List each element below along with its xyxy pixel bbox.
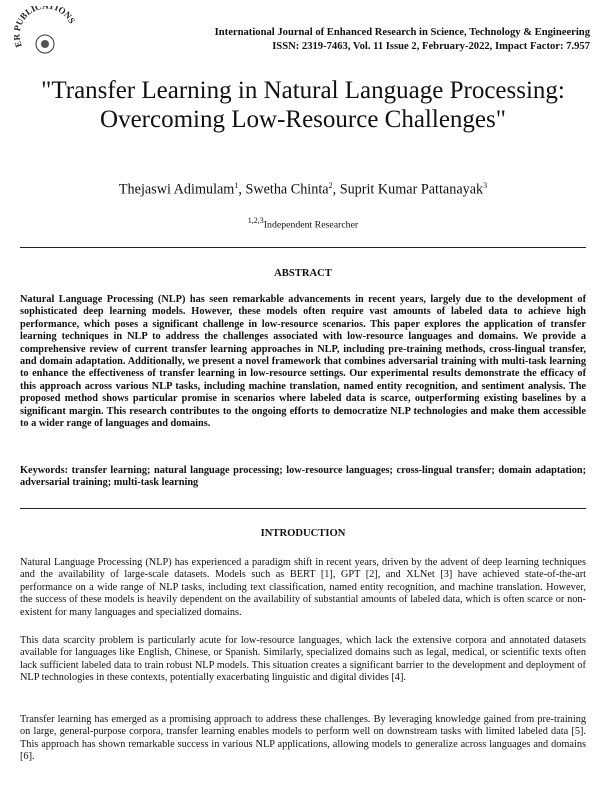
intro-paragraph: Natural Language Processing (NLP) has experienced a paradigm shift in recent years, driven by the advent of deep learning techniques and the availability of large-scale datasets. Models such as BERT [1], GPT [2], and XLNet [3] have achieved state-of-the-art performance on a wide range of NLP tasks, including text classification, named entity recognition, and machine translation. However, the success of these models is heavily dependent on the availability of substantial amounts of labeled data, which is often scarce or non-existent for many languages and specialized domains. (20, 557, 586, 618)
divider (20, 508, 586, 509)
journal-name: International Journal of Enhanced Research in Science, Technology & Engineering (214, 27, 590, 38)
affiliation-mark: 1,2,3 (247, 216, 264, 225)
logo-text: UBLIC TION (14, 6, 74, 27)
keywords: Keywords: transfer learning; natural language processing; low-resource languages; cross-lingual transfer; domain adaptation; adversarial training; multi-task learning (20, 465, 586, 489)
divider (20, 247, 586, 248)
author-list: Thejaswi Adimulam$^1$, Swetha Chinta$^2$, Suprit Kumar Pattanayak$^3$ (118, 181, 488, 198)
introduction-heading: INTRODUCTION (260, 528, 346, 539)
abstract-text: Natural Language Processing (NLP) has seen remarkable advancements in recent years, largely due to the development of sophisticated deep learning models. However, these models often require vast amounts of labeled data to achieve high performance, which poses a significant challenge in low-resource scenarios. This paper explores the application of transfer learning techniques in NLP to address the challenges associated with low-resource languages and domains. We provide a comprehensive review of current transfer learning approaches in NLP, including pre-training methods, cross-lingual transfer, and domain adaptation. Additionally, we present a novel framework that combines adversarial training with multi-task learning to enhance the effectiveness of transfer learning in low-resource settings. Our experimental results demonstrate the efficacy of this approach across various NLP tasks, including machine translation, named entity recognition, and sentiment analysis. The proposed method shows particular promise in scenarios where labeled data is scarce, outperforming existing baselines by a significant margin. This research contributes to the ongoing efforts to democratize NLP technologies and make them accessible to a wider range of languages and domains. (20, 294, 586, 430)
publisher-logo (14, 6, 76, 54)
affiliation-text: Independent Researcher (263, 219, 359, 231)
affiliation (0, 216, 606, 230)
author-affiliation-mark: 2 (328, 181, 333, 190)
author-affiliation-mark: 1 (234, 181, 239, 190)
author-name: Swetha Chinta (245, 181, 329, 198)
intro-paragraph: Transfer learning has emerged as a promising approach to address these challenges. By leveraging knowledge gained from pre-training on large, general-purpose corpora, transfer learning enables models to perform well on downstream tasks with limited labeled data [5]. This approach has shown remarkable success in various NLP applications, allowing models to generalize across languages and domains [6]. (20, 714, 586, 763)
author-name: Suprit Kumar Pattanayak (339, 181, 484, 198)
author-name: Thejaswi Adimulam (118, 181, 235, 198)
journal-issue-info: ISSN: 2319-7463, Vol. 11 Issue 2, February-2022, Impact Factor: 7.957 (272, 41, 590, 52)
journal-header (215, 26, 590, 54)
intro-paragraph: This data scarcity problem is particularly acute for low-resource languages, which lack the extensive corpora and annotated datasets available for languages like English, Chinese, or Spanish. Similarly, specialized domains such as legal, medical, or scientific texts often lack sufficient labeled data to train robust NLP models. This situation creates a significant barrier to the development and deployment of NLP technologies in these contexts, potentially exacerbating linguistic and digital divides [4]. (20, 635, 586, 684)
abstract-heading: ABSTRACT (274, 268, 332, 279)
paper-title: "Transfer Learning in Natural Language Processing: Overcoming Low-Resource Challenges" (41, 77, 565, 133)
author-affiliation-mark: 3 (483, 181, 488, 190)
